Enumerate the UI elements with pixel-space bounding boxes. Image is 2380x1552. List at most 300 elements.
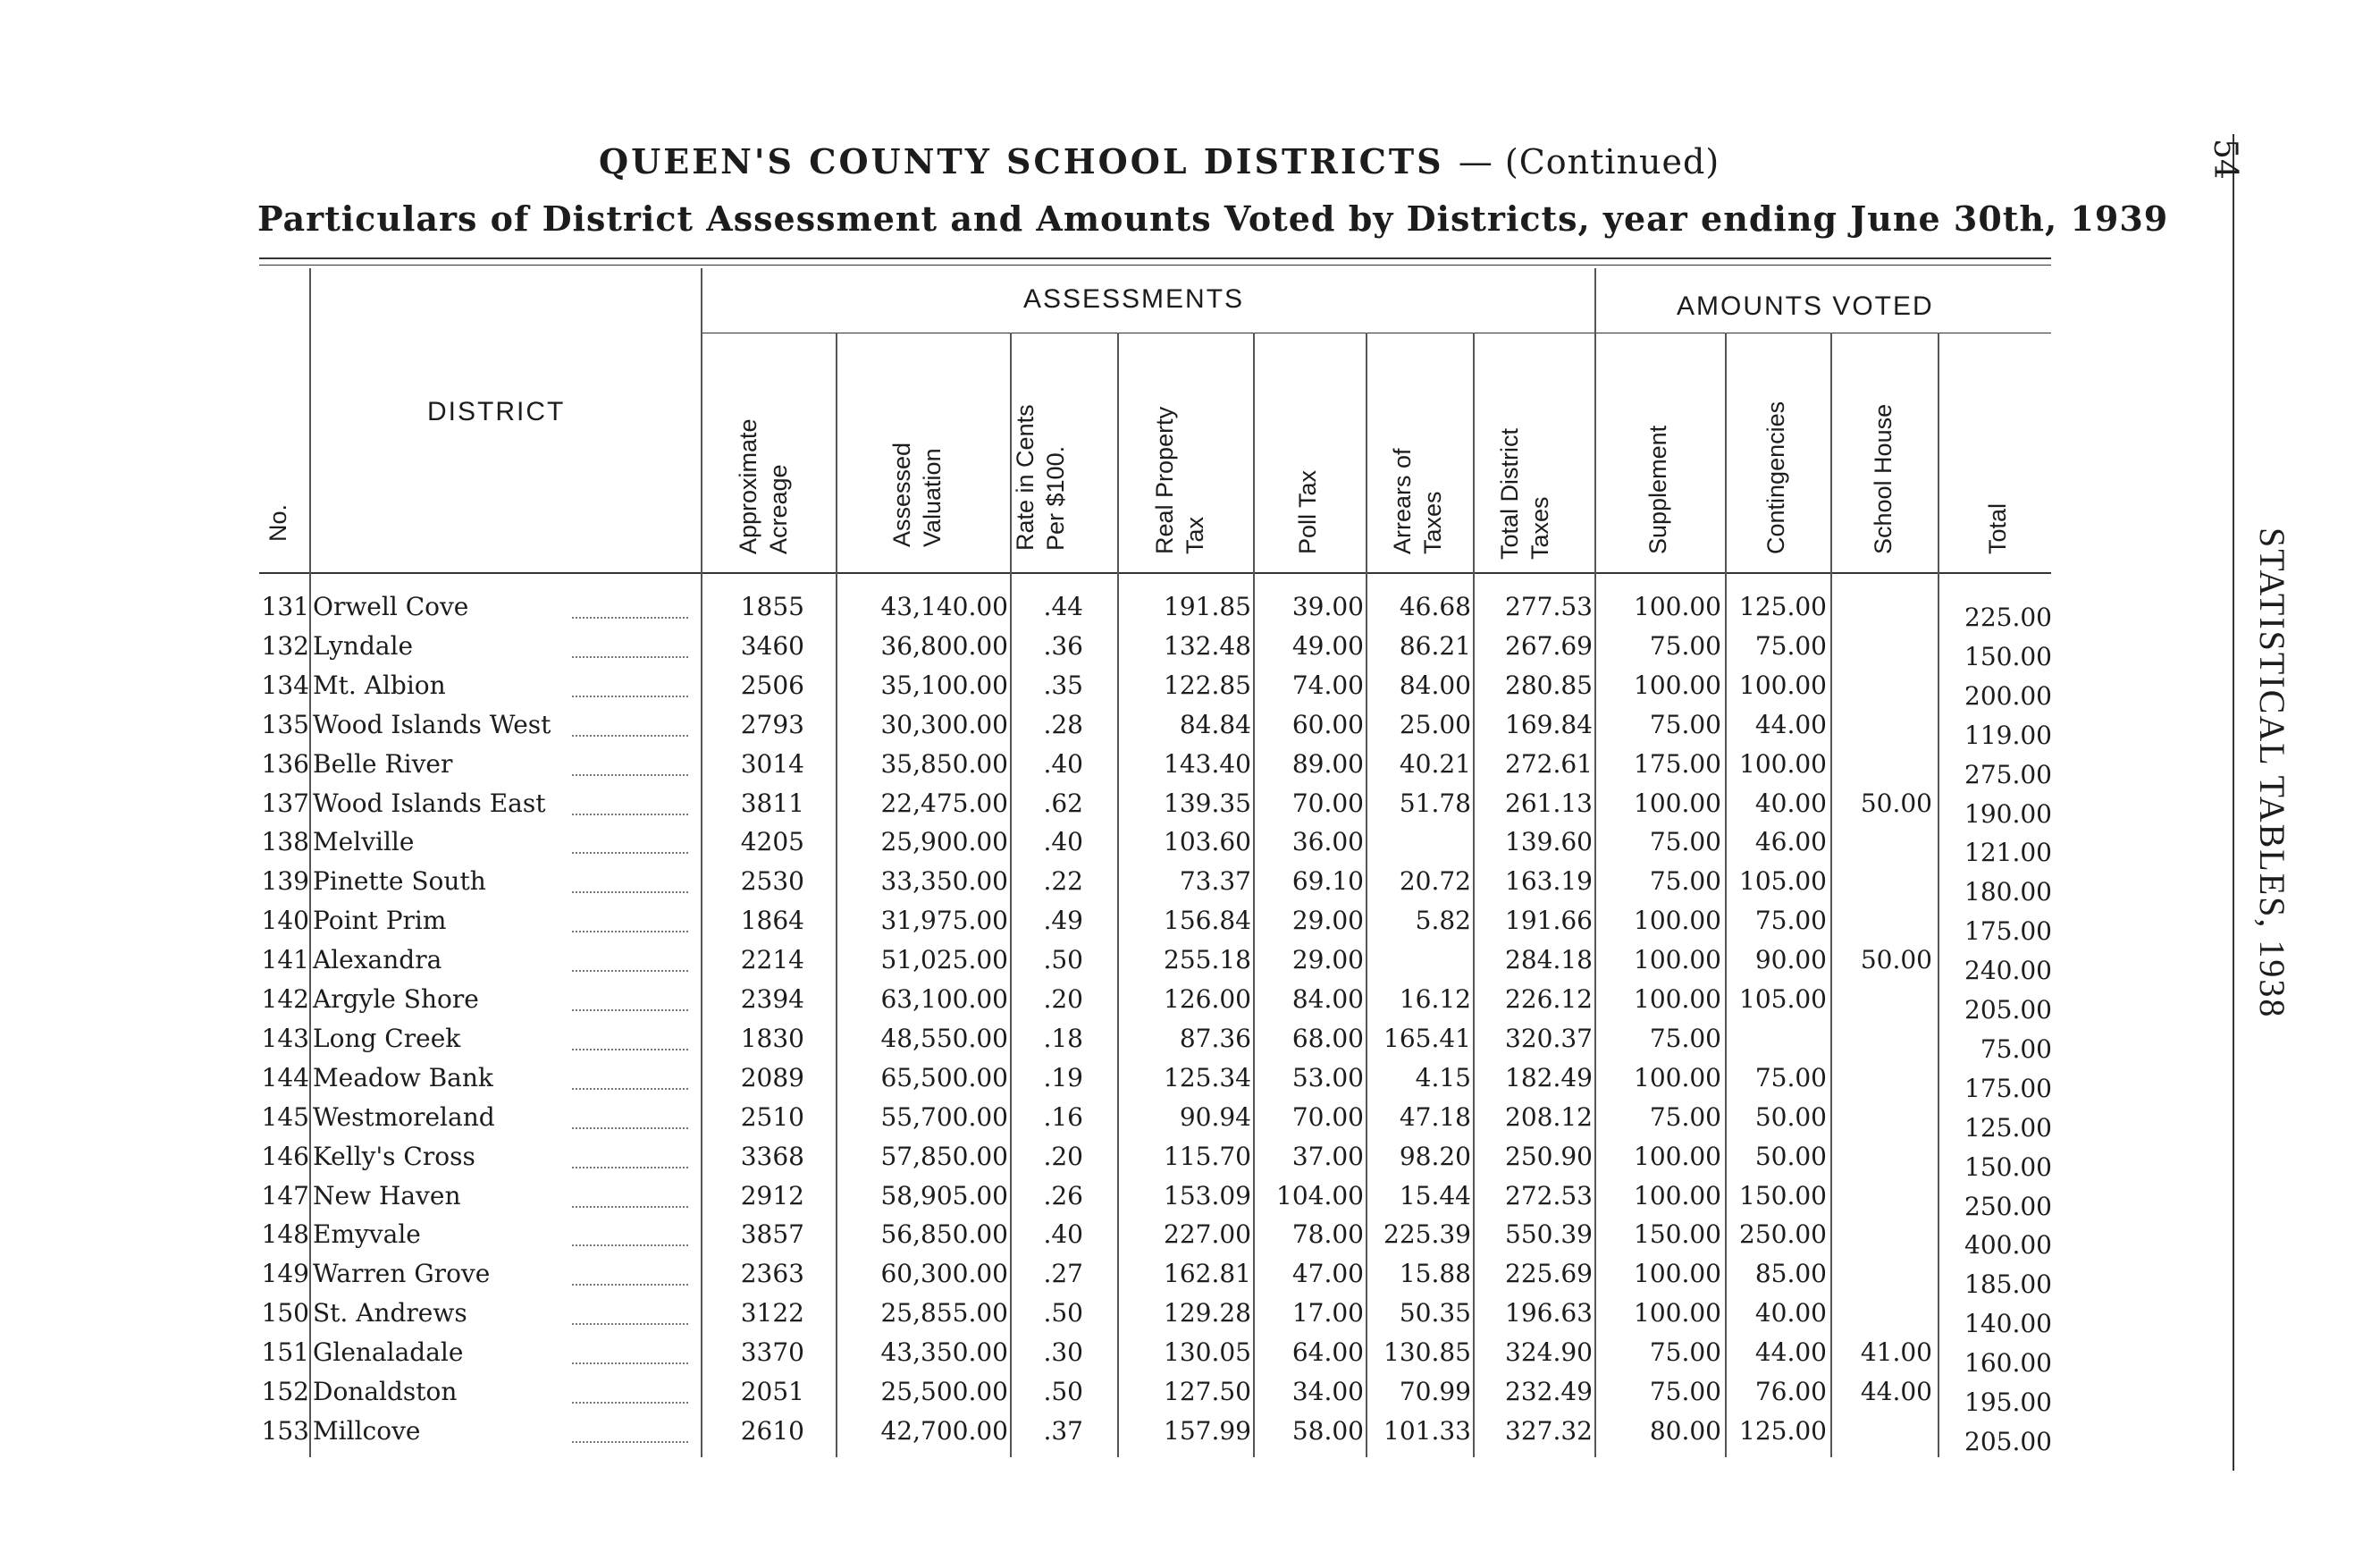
leader-dots xyxy=(572,1167,688,1168)
supplement-cell: 100.00 xyxy=(1634,1298,1721,1328)
arrears-cell: 50.35 xyxy=(1399,1298,1471,1328)
acreage-cell: 2051 xyxy=(740,1377,804,1406)
supplement-cell: 100.00 xyxy=(1634,592,1721,621)
acreage-cell: 4205 xyxy=(740,827,804,857)
schoolhouse-header: School House xyxy=(1870,403,1896,554)
supplement-cell: 175.00 xyxy=(1634,748,1721,779)
contingencies-cell: 105.00 xyxy=(1739,984,1827,1014)
valuation-cell: 35,100.00 xyxy=(880,670,1008,700)
rate-cell: .50 xyxy=(1043,1298,1083,1328)
contingencies-cell: 40.00 xyxy=(1754,1298,1827,1328)
row-number: 148 xyxy=(261,1219,309,1250)
row-number: 139 xyxy=(261,866,309,897)
contingencies-cell: 40.00 xyxy=(1754,788,1827,818)
rate-cell: .37 xyxy=(1043,1415,1083,1446)
supplement-cell: 75.00 xyxy=(1649,1101,1721,1132)
table-row xyxy=(0,906,2380,945)
row-number: 152 xyxy=(261,1377,309,1406)
supplement-cell: 150.00 xyxy=(1634,1219,1721,1250)
leader-dots xyxy=(572,852,688,854)
leader-dots xyxy=(572,617,688,619)
acreage-cell: 2510 xyxy=(740,1101,804,1132)
supplement-cell: 100.00 xyxy=(1634,670,1721,700)
page-edge-rule xyxy=(2233,134,2234,1471)
table-row xyxy=(0,1219,2380,1259)
polltax-cell: 70.00 xyxy=(1291,788,1364,818)
realtax-cell: 90.94 xyxy=(1179,1101,1251,1132)
arrears-cell: 25.00 xyxy=(1399,709,1471,739)
total-cell: 75.00 xyxy=(1980,1033,2052,1064)
district-name: Lyndale xyxy=(313,630,414,661)
rate-cell: .27 xyxy=(1043,1259,1083,1289)
contingencies-header: Contingencies xyxy=(1762,401,1789,554)
rate-header: Rate in Cents Per $100. xyxy=(1012,404,1069,551)
realtax-cell: 84.84 xyxy=(1179,709,1251,739)
acreage-cell: 2506 xyxy=(740,670,804,700)
realtax-cell: 126.00 xyxy=(1164,984,1251,1014)
contingencies-cell: 75.00 xyxy=(1754,906,1827,936)
rate-cell: .50 xyxy=(1043,945,1083,975)
top-rule xyxy=(259,257,2051,259)
leader-dots xyxy=(572,1323,688,1325)
page-title xyxy=(599,141,1720,181)
leader-dots xyxy=(572,735,688,737)
arrears-cell: 47.18 xyxy=(1399,1101,1471,1132)
table-row xyxy=(0,1298,2380,1337)
supplement-cell: 100.00 xyxy=(1634,1259,1721,1289)
row-number: 131 xyxy=(261,592,309,621)
leader-dots xyxy=(572,1441,688,1443)
acreage-cell: 1855 xyxy=(740,592,804,621)
leader-dots xyxy=(572,970,688,972)
acreage-cell: 2912 xyxy=(740,1180,804,1210)
running-title: STATISTICAL TABLES, 1938 xyxy=(2252,527,2292,1019)
schoolhouse-cell: 41.00 xyxy=(1860,1337,1932,1368)
total-cell: 140.00 xyxy=(1964,1309,2052,1339)
arrears-cell: 46.68 xyxy=(1399,592,1471,621)
district-name: Millcove xyxy=(313,1415,421,1446)
district-name: Emyvale xyxy=(313,1219,421,1250)
table-row xyxy=(0,710,2380,749)
rate-cell: .40 xyxy=(1043,1219,1083,1250)
valuation-cell: 60,300.00 xyxy=(880,1259,1008,1289)
valuation-cell: 30,300.00 xyxy=(880,709,1008,739)
totaltaxes-cell: 272.61 xyxy=(1505,748,1593,779)
row-number: 153 xyxy=(261,1415,309,1446)
total-cell: 150.00 xyxy=(1964,641,2052,671)
arrears-cell: 84.00 xyxy=(1399,670,1471,700)
rate-cell: .28 xyxy=(1043,709,1083,739)
valuation-cell: 51,025.00 xyxy=(880,945,1008,975)
arrears-cell: 15.44 xyxy=(1399,1180,1471,1210)
row-number: 144 xyxy=(261,1062,309,1092)
polltax-cell: 34.00 xyxy=(1291,1377,1364,1406)
realtax-cell: 132.48 xyxy=(1164,630,1251,661)
contingencies-cell: 85.00 xyxy=(1754,1259,1827,1289)
district-name: Orwell Cove xyxy=(313,592,469,621)
arrears-cell: 98.20 xyxy=(1399,1141,1471,1171)
realtax-cell: 153.09 xyxy=(1164,1180,1251,1210)
rate-cell: .30 xyxy=(1043,1337,1083,1368)
supplement-cell: 75.00 xyxy=(1649,1377,1721,1406)
header-bottom-rule xyxy=(259,572,2051,574)
total-cell: 150.00 xyxy=(1964,1151,2052,1182)
totaltaxes-cell: 284.18 xyxy=(1505,945,1593,975)
leader-dots xyxy=(572,1244,688,1246)
valuation-cell: 35,850.00 xyxy=(880,748,1008,779)
arrears-cell: 4.15 xyxy=(1415,1062,1471,1092)
polltax-cell: 70.00 xyxy=(1291,1101,1364,1132)
contingencies-cell: 150.00 xyxy=(1739,1180,1827,1210)
contingencies-cell: 125.00 xyxy=(1739,592,1827,621)
totaltaxes-cell: 324.90 xyxy=(1505,1337,1593,1368)
totaltaxes-cell: 225.69 xyxy=(1505,1259,1593,1289)
title-suffix: — (Continued) xyxy=(1458,142,1720,181)
valuation-cell: 63,100.00 xyxy=(880,984,1008,1014)
contingencies-cell: 250.00 xyxy=(1739,1219,1827,1250)
polltax-cell: 84.00 xyxy=(1291,984,1364,1014)
contingencies-cell: 100.00 xyxy=(1739,748,1827,779)
contingencies-cell: 44.00 xyxy=(1754,1337,1827,1368)
polltax-cell: 17.00 xyxy=(1291,1298,1364,1328)
district-name: Meadow Bank xyxy=(313,1062,493,1092)
district-name: Pinette South xyxy=(313,866,486,897)
no-header: No. xyxy=(265,503,291,542)
totaltaxes-cell: 196.63 xyxy=(1505,1298,1593,1328)
row-number: 145 xyxy=(261,1101,309,1132)
supplement-header: Supplement xyxy=(1644,425,1671,554)
realtax-cell: 125.34 xyxy=(1164,1062,1251,1092)
polltax-cell: 39.00 xyxy=(1291,592,1364,621)
realtax-cell: 255.18 xyxy=(1164,945,1251,975)
realtax-cell: 156.84 xyxy=(1164,906,1251,936)
supplement-cell: 100.00 xyxy=(1634,788,1721,818)
leader-dots xyxy=(572,774,688,776)
page-subtitle: Particulars of District Assessment and Amounts Voted by Districts, year ending June 30th, 1939 xyxy=(257,198,2169,239)
total-cell: 400.00 xyxy=(1964,1230,2052,1261)
district-name: Alexandra xyxy=(313,945,442,975)
polltax-cell: 68.00 xyxy=(1291,1023,1364,1053)
supplement-cell: 75.00 xyxy=(1649,709,1721,739)
row-number: 136 xyxy=(261,748,309,779)
acreage-cell: 2363 xyxy=(740,1259,804,1289)
row-number: 146 xyxy=(261,1141,309,1171)
totaltaxes-cell: 550.39 xyxy=(1505,1219,1593,1250)
schoolhouse-cell: 50.00 xyxy=(1860,945,1932,975)
valuation-cell: 25,900.00 xyxy=(880,827,1008,857)
arrears-cell: 51.78 xyxy=(1399,788,1471,818)
row-number: 135 xyxy=(261,709,309,739)
supplement-cell: 100.00 xyxy=(1634,906,1721,936)
contingencies-cell: 125.00 xyxy=(1739,1415,1827,1446)
valuation-header: Assessed Valuation xyxy=(888,442,946,547)
totaltaxes-cell: 261.13 xyxy=(1505,788,1593,818)
table-row xyxy=(0,1063,2380,1102)
contingencies-cell: 44.00 xyxy=(1754,709,1827,739)
supplement-cell: 80.00 xyxy=(1649,1415,1721,1446)
polltax-cell: 89.00 xyxy=(1291,748,1364,779)
leader-dots xyxy=(572,1127,688,1129)
polltax-cell: 29.00 xyxy=(1291,906,1364,936)
leader-dots xyxy=(572,656,688,658)
totaltaxes-cell: 280.85 xyxy=(1505,670,1593,700)
polltax-cell: 69.10 xyxy=(1291,866,1364,897)
contingencies-cell: 100.00 xyxy=(1739,670,1827,700)
contingencies-cell: 76.00 xyxy=(1754,1377,1827,1406)
arrears-cell: 130.85 xyxy=(1383,1337,1471,1368)
rate-cell: .18 xyxy=(1043,1023,1083,1053)
total-cell: 275.00 xyxy=(1964,759,2052,789)
district-name: Westmoreland xyxy=(313,1101,495,1132)
polltax-cell: 47.00 xyxy=(1291,1259,1364,1289)
polltax-cell: 49.00 xyxy=(1291,630,1364,661)
acreage-cell: 3811 xyxy=(740,788,804,818)
realtax-cell: 87.36 xyxy=(1179,1023,1251,1053)
contingencies-cell: 75.00 xyxy=(1754,1062,1827,1092)
realtax-cell: 227.00 xyxy=(1164,1219,1251,1250)
total-cell: 200.00 xyxy=(1964,680,2052,711)
district-name: Wood Islands East xyxy=(313,788,546,818)
district-name: Glenaladale xyxy=(313,1337,464,1368)
table-row xyxy=(0,592,2380,631)
polltax-cell: 29.00 xyxy=(1291,945,1364,975)
leader-dots xyxy=(572,1088,688,1090)
rate-cell: .22 xyxy=(1043,866,1083,897)
totaltaxes-cell: 169.84 xyxy=(1505,709,1593,739)
table-row xyxy=(0,1377,2380,1416)
schoolhouse-cell: 44.00 xyxy=(1860,1377,1932,1406)
title-main: QUEEN'S COUNTY SCHOOL DISTRICTS xyxy=(599,141,1444,181)
arrears-cell: 40.21 xyxy=(1399,748,1471,779)
acreage-cell: 2530 xyxy=(740,866,804,897)
total-cell: 175.00 xyxy=(1964,1073,2052,1103)
schoolhouse-cell: 50.00 xyxy=(1860,788,1932,818)
acreage-cell: 3014 xyxy=(740,748,804,779)
table-row xyxy=(0,984,2380,1024)
polltax-header: Poll Tax xyxy=(1294,469,1321,554)
acreage-cell: 1864 xyxy=(740,906,804,936)
total-cell: 190.00 xyxy=(1964,798,2052,829)
arrears-header: Arrears of Taxes xyxy=(1389,448,1446,554)
table-row xyxy=(0,1024,2380,1063)
leader-dots xyxy=(572,1402,688,1404)
leader-dots xyxy=(572,1009,688,1011)
supplement-cell: 100.00 xyxy=(1634,1141,1721,1171)
valuation-cell: 22,475.00 xyxy=(880,788,1008,818)
contingencies-cell: 46.00 xyxy=(1754,827,1827,857)
polltax-cell: 58.00 xyxy=(1291,1415,1364,1446)
arrears-cell: 16.12 xyxy=(1399,984,1471,1014)
assessments-header: ASSESSMENTS xyxy=(1023,284,1245,314)
totaltaxes-cell: 272.53 xyxy=(1505,1180,1593,1210)
district-name: Wood Islands West xyxy=(313,709,551,739)
realtax-cell: 139.35 xyxy=(1164,788,1251,818)
district-name: St. Andrews xyxy=(313,1298,467,1328)
amounts-voted-header: AMOUNTS VOTED xyxy=(1677,291,1934,321)
row-number: 143 xyxy=(261,1023,309,1053)
valuation-cell: 65,500.00 xyxy=(880,1062,1008,1092)
acreage-cell: 2089 xyxy=(740,1062,804,1092)
leader-dots xyxy=(572,696,688,697)
realtax-cell: 143.40 xyxy=(1164,748,1251,779)
arrears-cell: 165.41 xyxy=(1383,1023,1471,1053)
totaltaxes-cell: 208.12 xyxy=(1505,1101,1593,1132)
rate-cell: .26 xyxy=(1043,1180,1083,1210)
valuation-cell: 58,905.00 xyxy=(880,1180,1008,1210)
supplement-cell: 75.00 xyxy=(1649,866,1721,897)
rate-cell: .40 xyxy=(1043,748,1083,779)
contingencies-cell: 105.00 xyxy=(1739,866,1827,897)
totaltaxes-header: Total District Taxes xyxy=(1496,427,1553,560)
valuation-cell: 42,700.00 xyxy=(880,1415,1008,1446)
rate-cell: .35 xyxy=(1043,670,1083,700)
row-number: 140 xyxy=(261,906,309,936)
total-cell: 121.00 xyxy=(1964,838,2052,868)
rate-cell: .19 xyxy=(1043,1062,1083,1092)
acreage-cell: 3370 xyxy=(740,1337,804,1368)
row-number: 147 xyxy=(261,1180,309,1210)
rate-cell: .50 xyxy=(1043,1377,1083,1406)
total-cell: 119.00 xyxy=(1964,720,2052,750)
realtax-cell: 122.85 xyxy=(1164,670,1251,700)
polltax-cell: 53.00 xyxy=(1291,1062,1364,1092)
district-name: Donaldston xyxy=(313,1377,458,1406)
polltax-cell: 64.00 xyxy=(1291,1337,1364,1368)
district-name: Mt. Albion xyxy=(313,670,446,700)
polltax-cell: 74.00 xyxy=(1291,670,1364,700)
table-row xyxy=(0,1416,2380,1455)
polltax-cell: 37.00 xyxy=(1291,1141,1364,1171)
top-rule-thin xyxy=(259,265,2051,266)
supplement-cell: 75.00 xyxy=(1649,1023,1721,1053)
district-name: Warren Grove xyxy=(313,1259,491,1289)
acreage-cell: 3857 xyxy=(740,1219,804,1250)
row-number: 137 xyxy=(261,788,309,818)
row-number: 142 xyxy=(261,984,309,1014)
valuation-cell: 57,850.00 xyxy=(880,1141,1008,1171)
acreage-cell: 3122 xyxy=(740,1298,804,1328)
valuation-cell: 43,350.00 xyxy=(880,1337,1008,1368)
realtax-cell: 103.60 xyxy=(1164,827,1251,857)
rate-cell: .62 xyxy=(1043,788,1083,818)
total-cell: 195.00 xyxy=(1964,1388,2052,1417)
table-row xyxy=(0,945,2380,984)
district-name: Point Prim xyxy=(313,906,447,936)
supplement-cell: 100.00 xyxy=(1634,1180,1721,1210)
district-name: Melville xyxy=(313,827,415,857)
supplement-cell: 75.00 xyxy=(1649,827,1721,857)
acreage-cell: 3368 xyxy=(740,1141,804,1171)
acreage-header: Approximate Acreage xyxy=(735,418,792,554)
arrears-cell: 225.39 xyxy=(1383,1219,1471,1250)
totaltaxes-cell: 327.32 xyxy=(1505,1415,1593,1446)
row-number: 151 xyxy=(261,1337,309,1368)
row-number: 134 xyxy=(261,670,309,700)
supplement-cell: 100.00 xyxy=(1634,1062,1721,1092)
contingencies-cell: 50.00 xyxy=(1754,1141,1827,1171)
row-number: 138 xyxy=(261,827,309,857)
table-row xyxy=(0,789,2380,828)
table-row xyxy=(0,1337,2380,1377)
valuation-cell: 43,140.00 xyxy=(880,592,1008,621)
valuation-cell: 48,550.00 xyxy=(880,1023,1008,1053)
row-number: 150 xyxy=(261,1298,309,1328)
realtax-cell: 162.81 xyxy=(1164,1259,1251,1289)
supplement-cell: 75.00 xyxy=(1649,1337,1721,1368)
district-name: New Haven xyxy=(313,1180,461,1210)
totaltaxes-cell: 191.66 xyxy=(1505,906,1593,936)
totaltaxes-cell: 163.19 xyxy=(1505,866,1593,897)
leader-dots xyxy=(572,1206,688,1208)
leader-dots xyxy=(572,1362,688,1364)
polltax-cell: 78.00 xyxy=(1291,1219,1364,1250)
district-name: Kelly's Cross xyxy=(313,1141,475,1171)
valuation-cell: 33,350.00 xyxy=(880,866,1008,897)
realtax-cell: 157.99 xyxy=(1164,1415,1251,1446)
supplement-cell: 100.00 xyxy=(1634,984,1721,1014)
contingencies-cell: 90.00 xyxy=(1754,945,1827,975)
polltax-cell: 36.00 xyxy=(1291,827,1364,857)
acreage-cell: 1830 xyxy=(740,1023,804,1053)
acreage-cell: 2793 xyxy=(740,709,804,739)
table-row xyxy=(0,1142,2380,1181)
arrears-cell: 86.21 xyxy=(1399,630,1471,661)
total-cell: 205.00 xyxy=(1964,1426,2052,1456)
leader-dots xyxy=(572,814,688,815)
arrears-cell: 20.72 xyxy=(1399,866,1471,897)
valuation-cell: 55,700.00 xyxy=(880,1101,1008,1132)
total-cell: 185.00 xyxy=(1964,1269,2052,1300)
total-cell: 160.00 xyxy=(1964,1348,2052,1379)
arrears-cell: 5.82 xyxy=(1415,906,1471,936)
valuation-cell: 36,800.00 xyxy=(880,630,1008,661)
table-row xyxy=(0,1102,2380,1142)
realtax-cell: 73.37 xyxy=(1179,866,1251,897)
district-name: Long Creek xyxy=(313,1023,461,1053)
acreage-cell: 2214 xyxy=(740,945,804,975)
total-cell: 125.00 xyxy=(1964,1112,2052,1143)
table-row xyxy=(0,631,2380,671)
valuation-cell: 25,855.00 xyxy=(880,1298,1008,1328)
leader-dots xyxy=(572,891,688,893)
contingencies-cell: 50.00 xyxy=(1754,1101,1827,1132)
rate-cell: .44 xyxy=(1043,592,1083,621)
acreage-cell: 2394 xyxy=(740,984,804,1014)
page-number: 54 xyxy=(2207,139,2243,180)
totaltaxes-cell: 250.90 xyxy=(1505,1141,1593,1171)
leader-dots xyxy=(572,931,688,932)
table-row xyxy=(0,749,2380,789)
table-row xyxy=(0,671,2380,710)
polltax-cell: 60.00 xyxy=(1291,709,1364,739)
acreage-cell: 2610 xyxy=(740,1415,804,1446)
total-cell: 250.00 xyxy=(1964,1191,2052,1221)
table-row xyxy=(0,827,2380,866)
total-cell: 175.00 xyxy=(1964,916,2052,947)
rate-cell: .16 xyxy=(1043,1101,1083,1132)
leader-dots xyxy=(572,1284,688,1286)
row-number: 132 xyxy=(261,630,309,661)
valuation-cell: 31,975.00 xyxy=(880,906,1008,936)
contingencies-cell: 75.00 xyxy=(1754,630,1827,661)
total-cell: 205.00 xyxy=(1964,995,2052,1025)
rate-cell: .40 xyxy=(1043,827,1083,857)
total-cell: 240.00 xyxy=(1964,956,2052,986)
rate-cell: .20 xyxy=(1043,984,1083,1014)
arrears-cell: 15.88 xyxy=(1399,1259,1471,1289)
polltax-cell: 104.00 xyxy=(1276,1180,1364,1210)
totaltaxes-cell: 267.69 xyxy=(1505,630,1593,661)
